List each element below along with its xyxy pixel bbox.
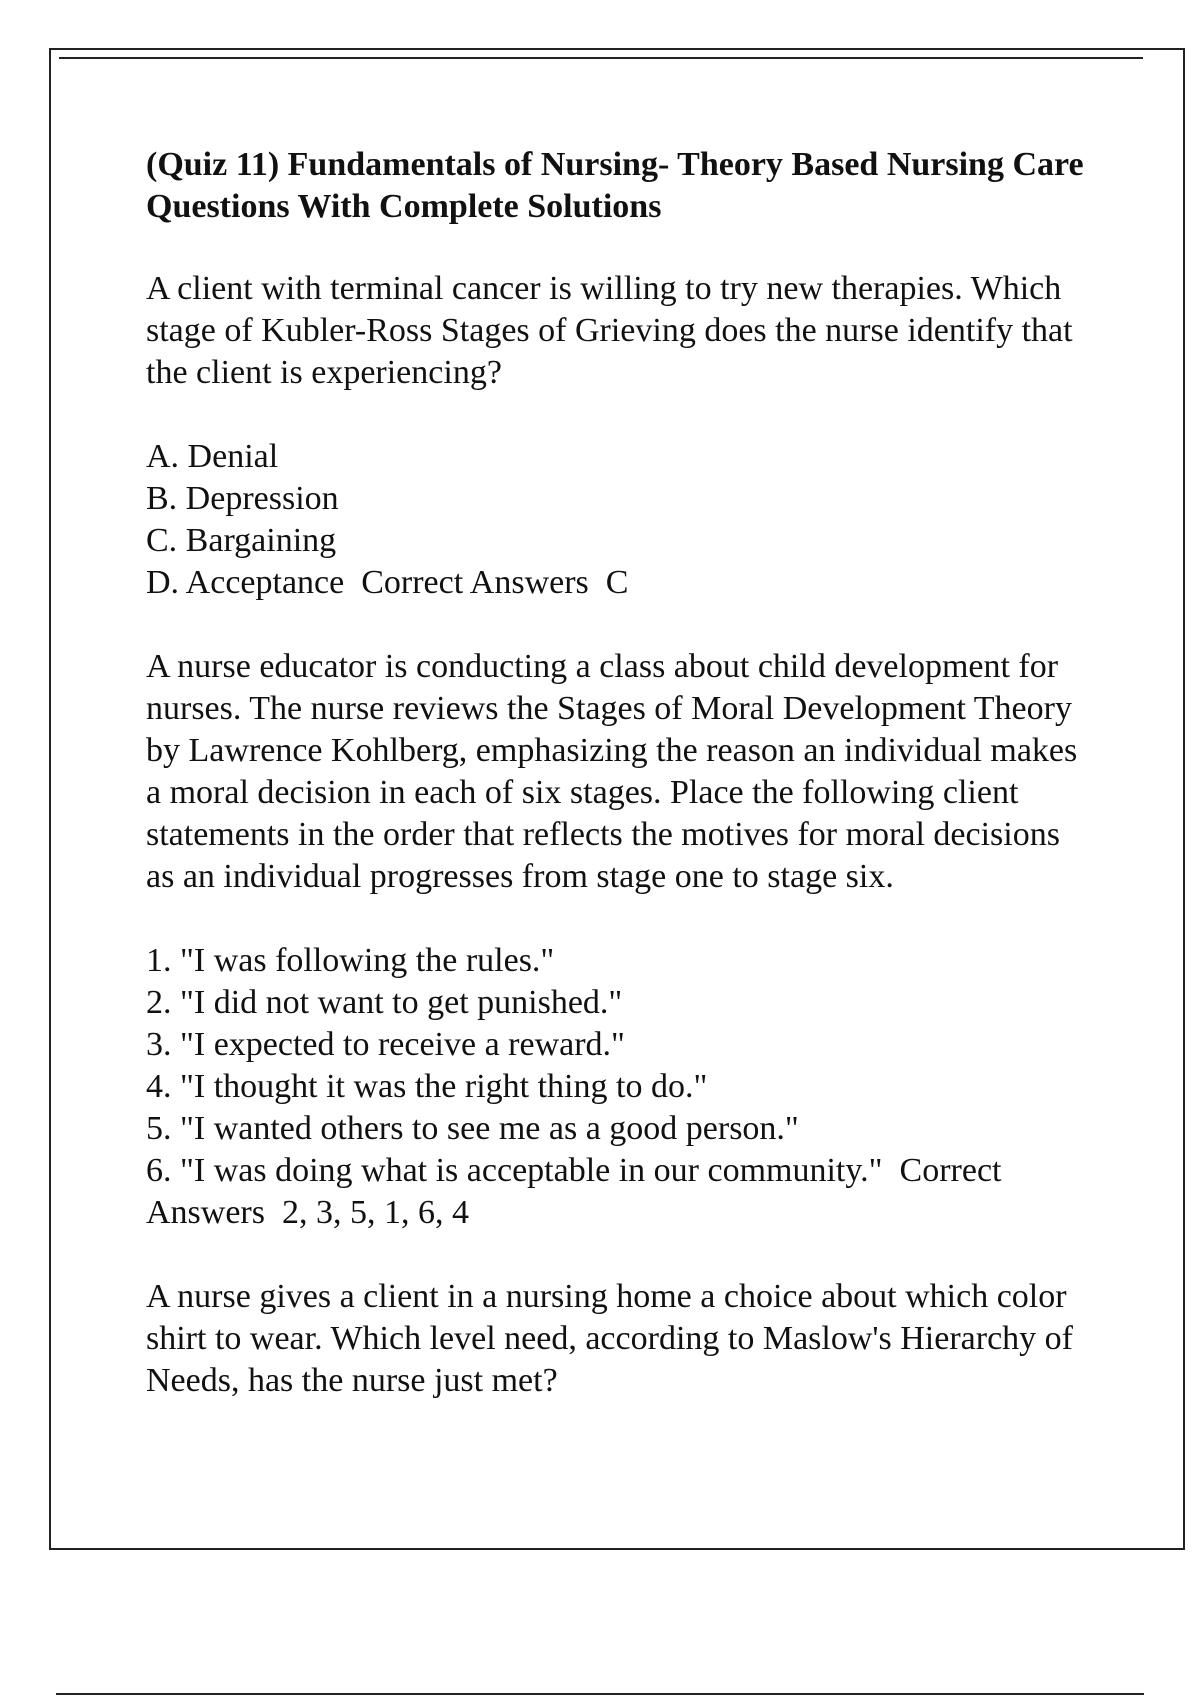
- statement-2: 2. "I did not want to get punished.": [146, 984, 623, 1021]
- statement-6: 6. "I was doing what is acceptable in our community.": [146, 1152, 883, 1189]
- answer-options: [146, 940, 1096, 1234]
- question-1: [146, 268, 1096, 604]
- question-text: A client with terminal cancer is willing to try new therapies. Which stage of Kubler-Ross Stages of Grieving does the nurse identify that the client is experiencing?: [146, 270, 1073, 391]
- correct-answer: Correct Answers C: [344, 564, 629, 601]
- question-3: [146, 1276, 1096, 1402]
- statement-1: 1. "I was following the rules.": [146, 942, 555, 979]
- question-text: A nurse educator is conducting a class about child development for nurses. The nurse reviews the Stages of Moral Development Theory by Lawrence Kohlberg, emphasizing the reason an individual makes a moral decision in each of six stages. Place the following client statements in the order that reflects the motives for moral decisions as an individual progresses from stage one to stage six.: [146, 648, 1078, 895]
- top-rule: [59, 57, 1143, 59]
- option-c: C. Bargaining: [146, 522, 337, 559]
- document-content: [146, 144, 1096, 1444]
- question-2: [146, 646, 1096, 1234]
- statement-3: 3. "I expected to receive a reward.": [146, 1026, 625, 1063]
- bottom-rule: [56, 1693, 1144, 1695]
- document-title: (Quiz 11) Fundamentals of Nursing- Theory Based Nursing Care Questions With Complete Solutions: [146, 146, 1084, 225]
- option-a: A. Denial: [146, 438, 279, 475]
- option-d: D. Acceptance: [146, 564, 345, 601]
- statement-4: 4. "I thought it was the right thing to do.": [146, 1068, 708, 1105]
- question-text: A nurse gives a client in a nursing home a choice about which color shirt to wear. Which level need, according to Maslow's Hierarchy of Needs, has the nurse just met?: [146, 1278, 1073, 1399]
- statement-6-line: [146, 1150, 1096, 1234]
- option-d-line: [146, 562, 1096, 604]
- correct-answer: Correct Answers 2, 3, 5, 1, 6, 4: [146, 1152, 1009, 1231]
- answer-options: [146, 436, 1096, 604]
- option-b: B. Depression: [146, 480, 339, 517]
- statement-5: 5. "I wanted others to see me as a good person.": [146, 1110, 799, 1147]
